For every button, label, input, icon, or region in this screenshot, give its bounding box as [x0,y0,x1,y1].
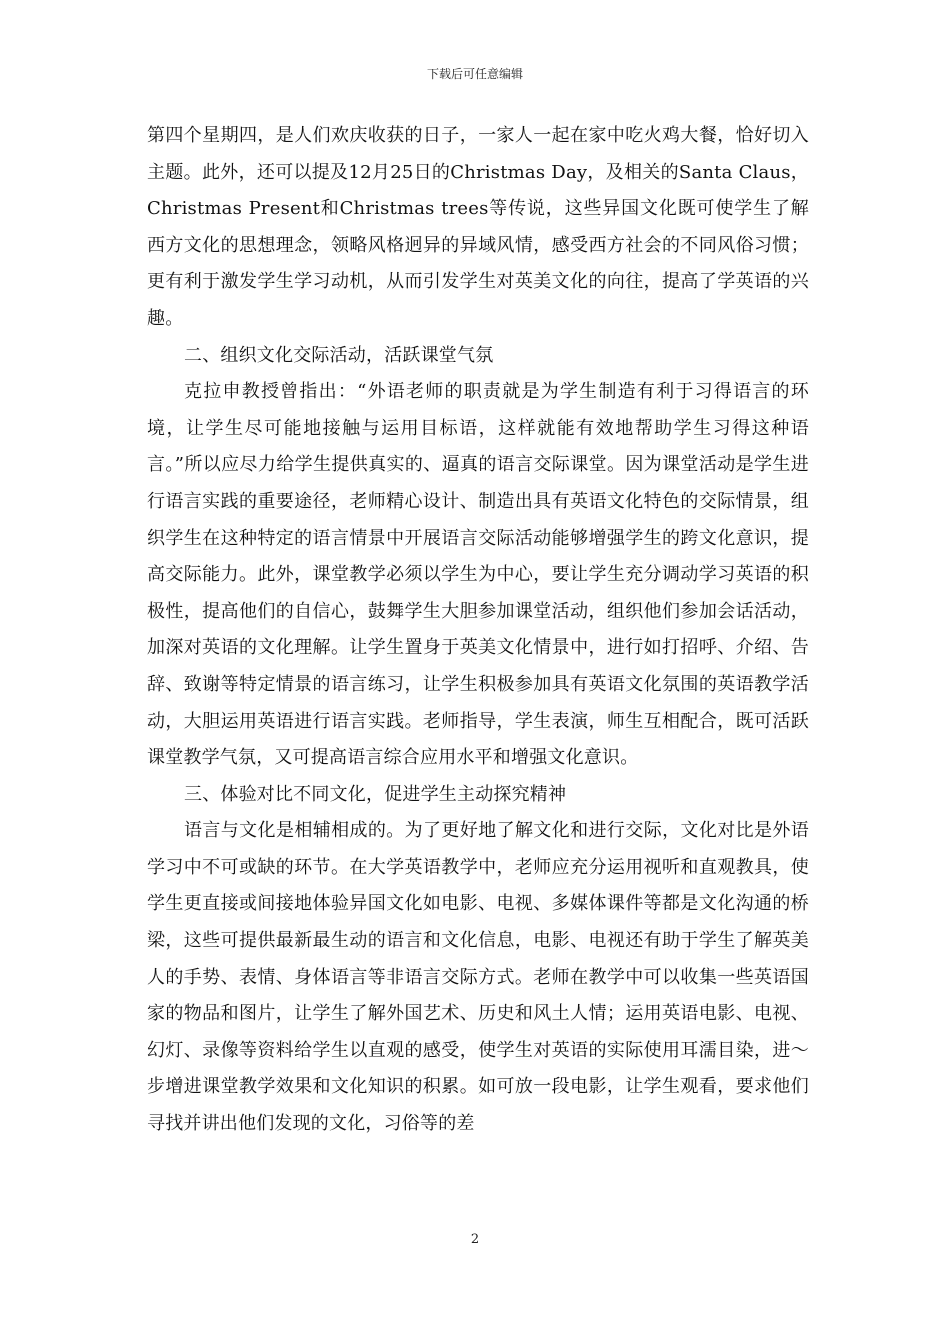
paragraph-continuation: 第四个星期四，是人们欢庆收获的日子，一家人一起在家中吃火鸡大餐，恰好切入主题。此外，还可以提及12月25日的Christmas Day，及相关的Santa Claus，Christmas Present和Christmas trees等传说，这些异国文化既可使学生了解西方文化的思想理念，领略风格迥异的异域风情，感受西方社会的不同风俗习惯；更有利于激发学生学习动机，从而引发学生对英美文化的向往，提高了学英语的兴趣。 [147,125,809,329]
paragraph-section-2: 克拉申教授曾指出：“外语老师的职责就是为学生制造有利于习得语言的环境，让学生尽可能地接触与运用目标语，这样就能有效地帮助学生习得这种语言。”所以应尽力给学生提供真实的、逼真的语言交际课堂。因为课堂活动是学生进行语言实践的重要途径，老师精心设计、制造出具有英语文化特色的交际情景，组织学生在这种特定的语言情景中开展语言交际活动能够增强学生的跨文化意识，提高交际能力。此外，课堂教学必须以学生为中心，要让学生充分调动学习英语的积极性，提高他们的自信心，鼓舞学生大胆参加课堂活动，组织他们参加会话活动，加深对英语的文化理解。让学生置身于英美文化情景中，进行如打招呼、介绍、告辞、致谢等特定情景的语言练习，让学生积极参加具有英语文化氛围的英语教学活动，大胆运用英语进行语言实践。老师指导，学生表演，师生互相配合，既可活跃课堂教学气氛，又可提高语言综合应用水平和增强文化意识。 [147,381,809,769]
page-header: 下载后可任意编辑 [426,67,523,81]
body-text [147,118,809,1143]
section-heading-3: 三、体验对比不同文化，促进学生主动探究精神 [184,783,567,805]
paragraph-section-3: 语言与文化是相辅相成的。为了更好地了解文化和进行交际，文化对比是外语学习中不可或缺的环节。在大学英语教学中，老师应充分运用视听和直观教具，使学生更直接或间接地体验异国文化如电影、电视、多媒体课件等都是文化沟通的桥梁，这些可提供最新最生动的语言和文化信息，电影、电视还有助于学生了解英美人的手势、表情、身体语言等非语言交际方式。老师在教学中可以收集一些英语国家的物品和图片，让学生了解外国艺术、历史和风土人情；运用英语电影、电视、幻灯、录像等资料给学生以直观的感受，使学生对英语的实际使用耳濡目染，进～步增进课堂教学效果和文化知识的积累。如可放一段电影，让学生观看，要求他们寻找并讲出他们发现的文化，习俗等的差 [147,820,809,1135]
section-heading-2: 二、组织文化交际活动，活跃课堂气氛 [184,344,494,366]
page-number: 2 [470,1232,480,1247]
